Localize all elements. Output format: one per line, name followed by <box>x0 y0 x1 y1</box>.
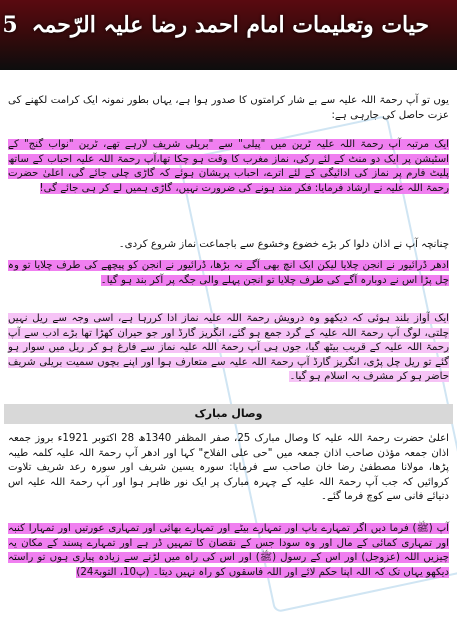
wisal-text: اعلیٰ حضرت رحمۃ اللہ علیہ کا وصال مبارک 25، صفر المظفر 1340ھ 28 اکتوبر 1921ء بروز جمعہ اذان جمعہ مؤذن صاحب اذان جمعہ میں "حی علی الفلاح" کہا اور ادھر آپ رحمۃ اللہ علیہ کلمہ طیبہ پڑھا، مولانا مصطفیٰ رضا خان صاحب سے فرمایا: سورہ یسین شریف اور سورہ رعد شریف تلاوت کروائیں کہ جب آپ رحمۃ اللہ علیہ کے چہرہ مبارک پر ایک نور ظاہر ہوا اور آپ رحمۃ اللہ علیہ اس دنیائے فانی سے کوچ فرما گئے۔ <box>8 433 449 503</box>
miracle-paragraph <box>4 138 453 196</box>
intro-text: یوں تو آپ رحمۃ اللہ علیہ سے بے شار کرامتوں کا صدور ہوا ہے، یہاں بطور نمونہ ایک کرامت لکھنے کی عزت حاصل کی جارہی ہے: <box>8 95 449 121</box>
page-title <box>0 12 429 38</box>
conversion-text: ایک آواز بلند ہوئی کہ دیکھو وہ درویش رحمۃ اللہ علیہ نماز ادا کررہا ہے، اسی وجہ سے ریل نہیں چلتی، لوگ آپ رحمۃ اللہ علیہ کے گرد جمع ہو گئے، انگریز گارڈ اور جو حیران کھڑا تھا بڑے ادب سے آپ رحمۃ اللہ علیہ کے قریب بیٹھ گیا، جوں ہی آپ رحمۃ اللہ علیہ نماز سے فارغ ہو کر ریل میں سوار ہو گئے تو ریل چل پڑی، انگریز گارڈ آپ رحمۃ اللہ علیہ سے متعارف ہوا اور اپنے بچوں سمیت بریلی شریف حاضر ہو کر مشرف بہ اسلام ہو گیا۔ <box>8 313 449 383</box>
train-text: ادھر ڈرائیور نے انجن چلایا لیکن ایک انچ بھی آگے نہ بڑھا، ڈرائیور نے انجن کو پیچھے کی طرف چلایا تو وہ چل پڑا اس نے دوبارہ آگے کی طرف چلایا تو انجن پہلے والی جگہ پر آکر بند ہو گیا۔ <box>8 260 449 286</box>
page-body <box>4 72 453 638</box>
intro-paragraph <box>4 94 453 123</box>
conversion-paragraph <box>4 312 453 385</box>
section-heading: وصال مبارک <box>4 404 453 424</box>
miracle-text: ایک مرتبہ آپ رحمۃ اللہ علیہ ٹرین میں "پیلی" سے "بریلی شریف لارہے تھے، ٹرین "نواب گنج" کے اسٹیشن پر ایک دو منٹ کے لئے رکی، نماز مغرب کا وقت ہو چکا تھا،آپ رحمۃ اللہ علیہ احباب کے ساتھ پلیٹ فارم پر نماز کی ادائیگی کے لئے اترے، احباب پریشان ہوئے کہ گاڑی چلی جائے گی، اعلیٰ حضرت رحمۃ اللہ علیہ نے ارشاد فرمایا: فکر مند ہونے کی ضرورت نہیں، گاڑی ہمیں لے کر ہی جائے گی! <box>8 139 449 194</box>
prayer-paragraph <box>4 238 453 253</box>
train-paragraph <box>4 259 453 288</box>
wisal-paragraph <box>4 432 453 505</box>
header-banner <box>0 0 457 70</box>
prayer-text: چنانچہ آپ نے اذان دلوا کر بڑے خضوع وخشوع سے باجماعت نماز شروع کردی۔ <box>118 239 449 250</box>
page-number: 5 <box>2 12 18 38</box>
quran-text: آپ (ﷺ) فرما دیں اگر تمہارے باپ اور تمہارے بیٹے اور تمہارے بھائی اور تمہاری عورتیں اور تمہارا کنبہ اور تمہاری کمائی کے مال اور وہ سودا جس کے نقصان کا تمہیں ڈر ہے اور تمہارے پسند کے مکان یہ چیزیں اللہ (عزوجل) اور اس کے رسول (ﷺ) اور اس کی راہ میں لڑنے سے زیادہ پیاری ہوں تو راستہ دیکھو یہاں تک کہ اللہ اپنا حکم لائے اور اللہ فاسقوں کو راہ نہیں دیتا۔ (پ10، التوبۃ24) <box>8 523 449 578</box>
quran-paragraph <box>4 522 453 580</box>
title-text: حیات وتعلیمات امام احمد رضا علیہ الرّحمہ <box>31 12 429 38</box>
